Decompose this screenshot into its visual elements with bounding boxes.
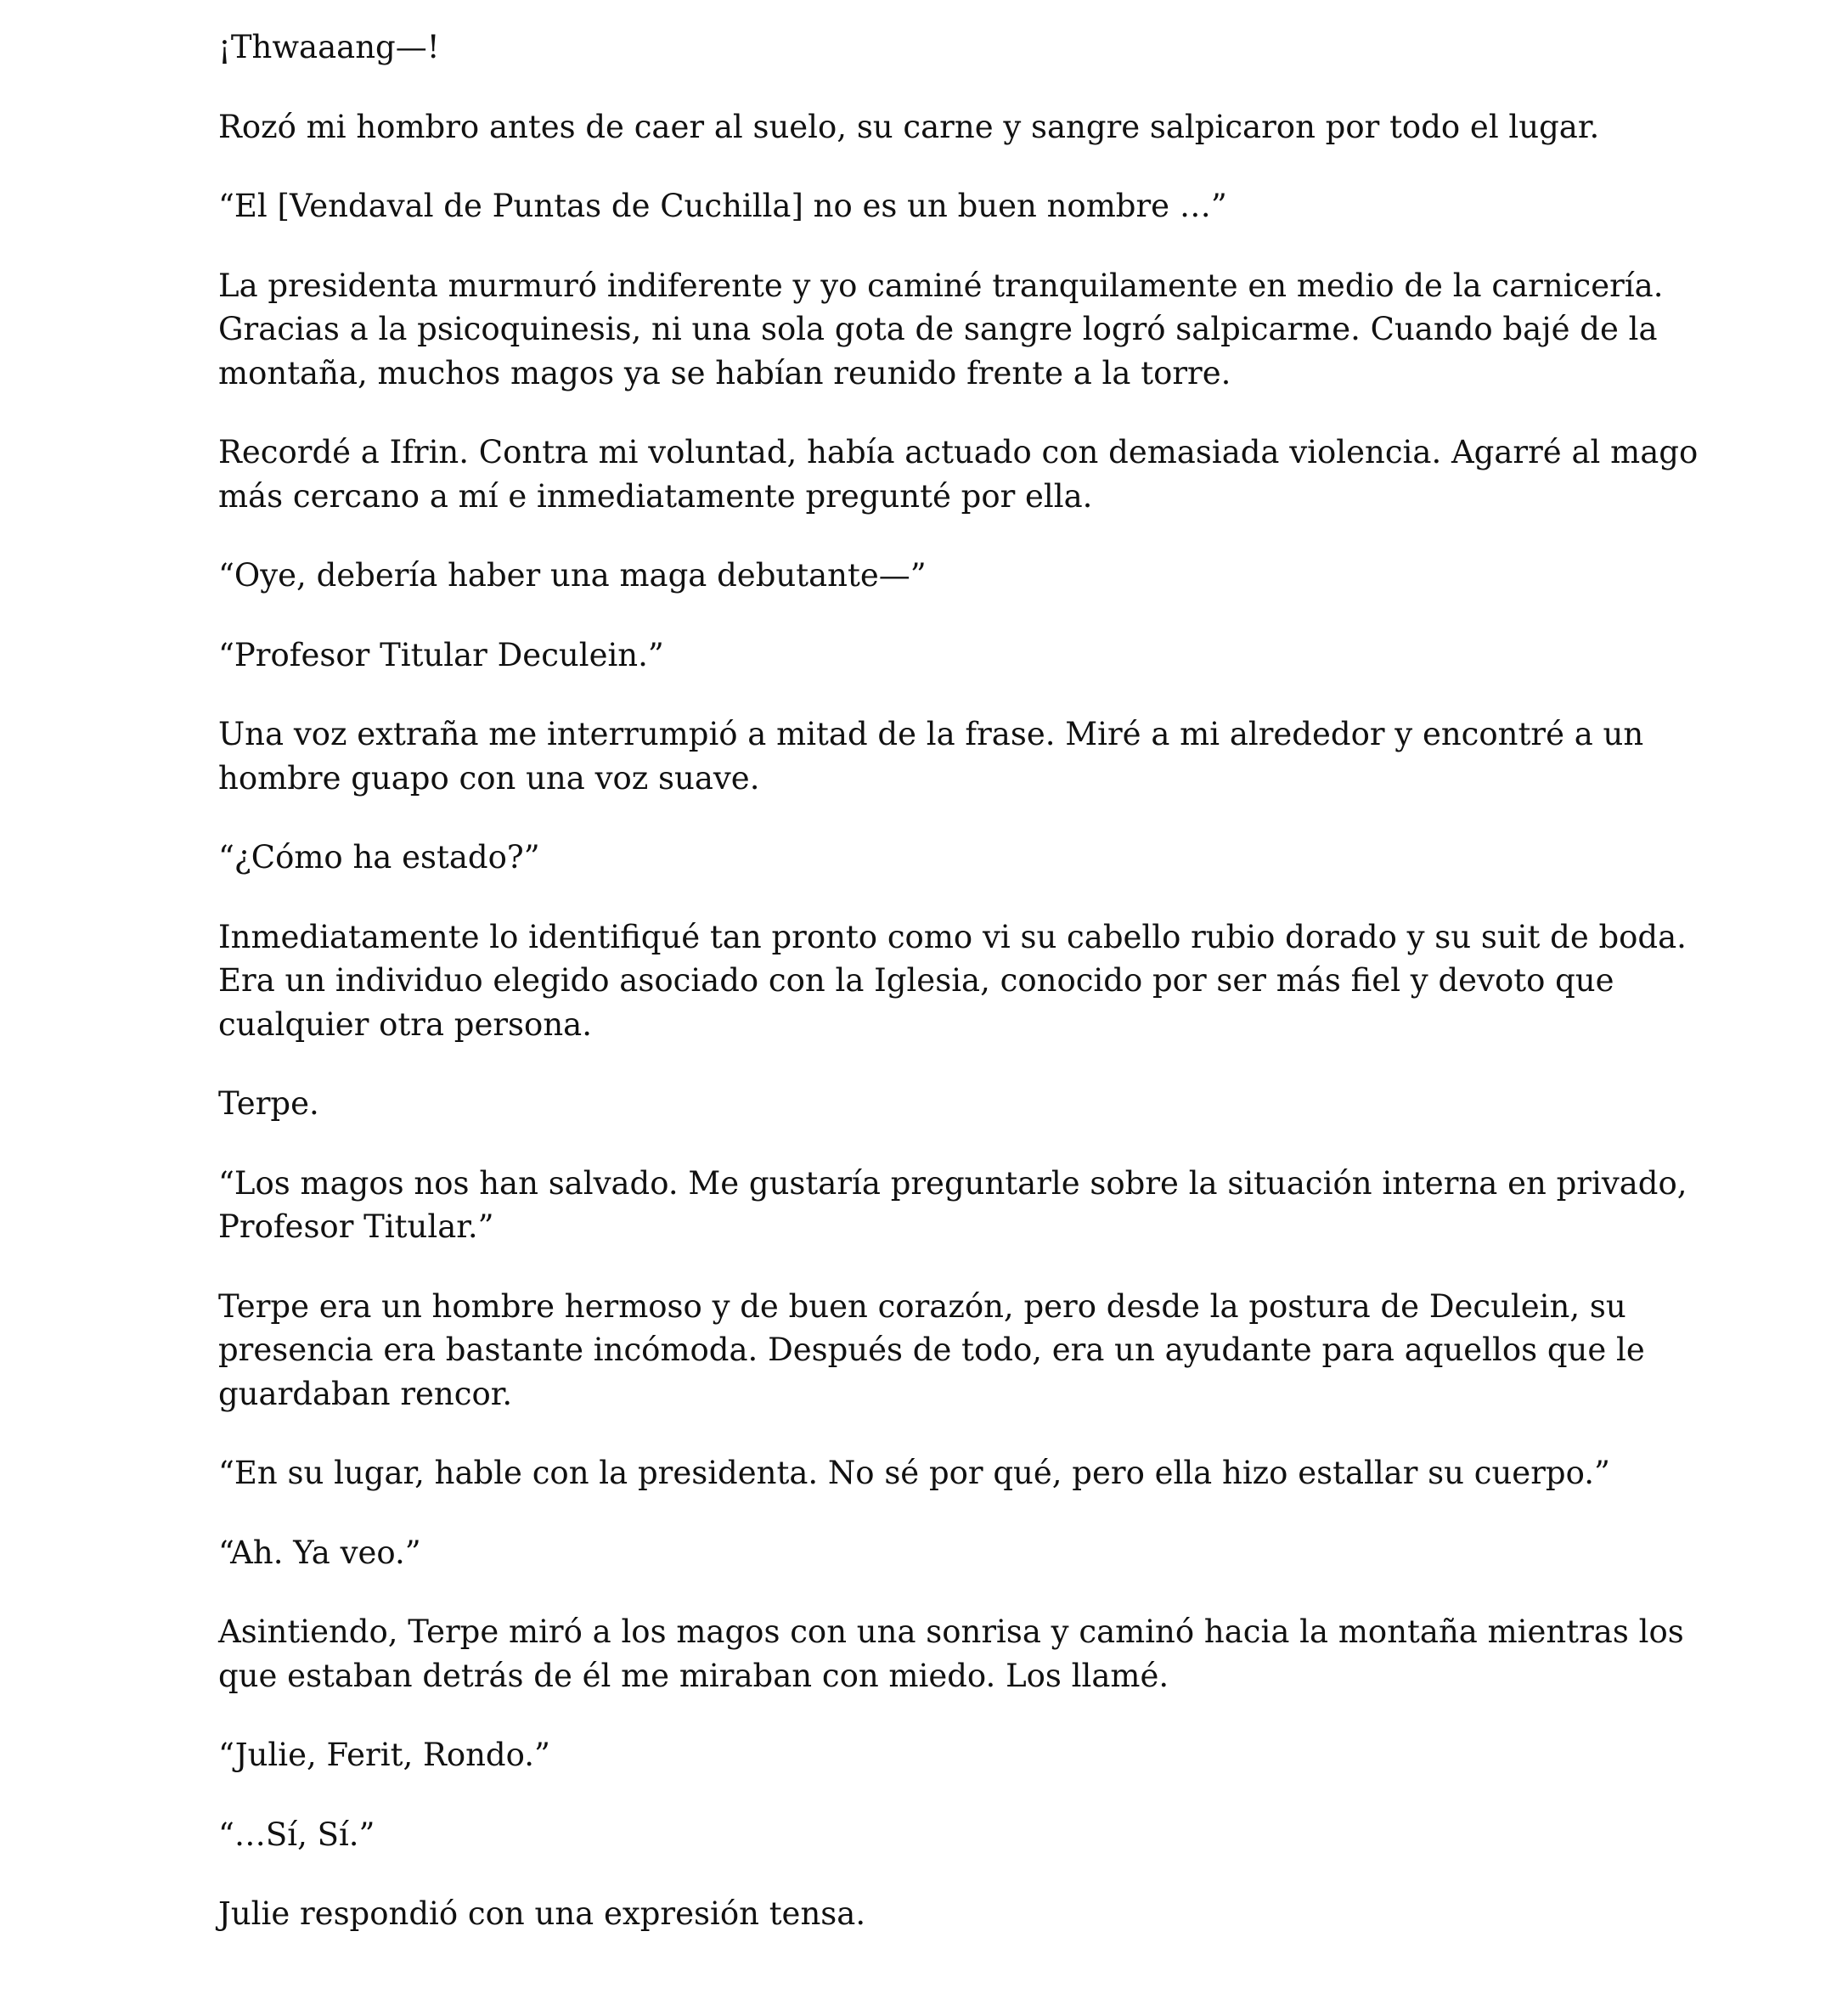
paragraph-15: “Ah. Ya veo.” — [218, 1534, 421, 1571]
paragraph-18: “…Sí, Sí.” — [218, 1816, 375, 1853]
paragraph-4: La presidenta murmuró indiferente y yo caminé tranquilamente en medio de la carnicería. Gracias a la psicoquinesis, ni una sola gota de sangre logró salpicarme. Cuando bajé de la montaña, muchos magos ya se habían reunido frente a la torre. — [218, 267, 1664, 391]
paragraph-17: “Julie, Ferit, Rondo.” — [218, 1737, 550, 1773]
paragraph-9: “¿Cómo ha estado?” — [218, 839, 540, 876]
paragraph-6: “Oye, debería haber una maga debutante—” — [218, 557, 927, 594]
paragraph-2: Rozó mi hombro antes de caer al suelo, su carne y sangre salpicaron por todo el lugar. — [218, 108, 1600, 145]
document-page — [218, 25, 1713, 1972]
paragraph-8: Una voz extraña me interrumpió a mitad de la frase. Miré a mi alrededor y encontré a un hombre guapo con una voz suave. — [218, 716, 1644, 797]
paragraph-13: Terpe era un hombre hermoso y de buen corazón, pero desde la postura de Deculein, su presencia era bastante incómoda. Después de todo, era un ayudante para aquellos que le guardaban rencor. — [218, 1287, 1645, 1412]
paragraph-11: Terpe. — [218, 1085, 319, 1122]
paragraph-10: Inmediatamente lo identifiqué tan pronto como vi su cabello rubio dorado y su suit de boda. Era un individuo elegido asociado con la Iglesia, conocido por ser más fiel y devoto que cualquier otra persona. — [218, 918, 1687, 1043]
paragraph-16: Asintiendo, Terpe miró a los magos con una sonrisa y caminó hacia la montaña mientras los que estaban detrás de él me miraban con miedo. Los llamé. — [218, 1613, 1684, 1694]
paragraph-14: “En su lugar, hable con la presidenta. No sé por qué, pero ella hizo estallar su cuerpo.” — [218, 1455, 1610, 1491]
paragraph-5: Recordé a Ifrin. Contra mi voluntad, había actuado con demasiada violencia. Agarré al mago más cercano a mí e inmediatamente pregunté por ella. — [218, 434, 1699, 515]
paragraph-3: “El [Vendaval de Puntas de Cuchilla] no es un buen nombre …” — [218, 188, 1227, 224]
paragraph-7: “Profesor Titular Deculein.” — [218, 636, 664, 673]
paragraph-1: ¡Thwaaang—! — [218, 29, 440, 65]
paragraph-19: Julie respondió con una expresión tensa. — [218, 1895, 866, 1932]
paragraph-12: “Los magos nos han salvado. Me gustaría preguntarle sobre la situación interna en privado, Profesor Titular.” — [218, 1164, 1687, 1245]
